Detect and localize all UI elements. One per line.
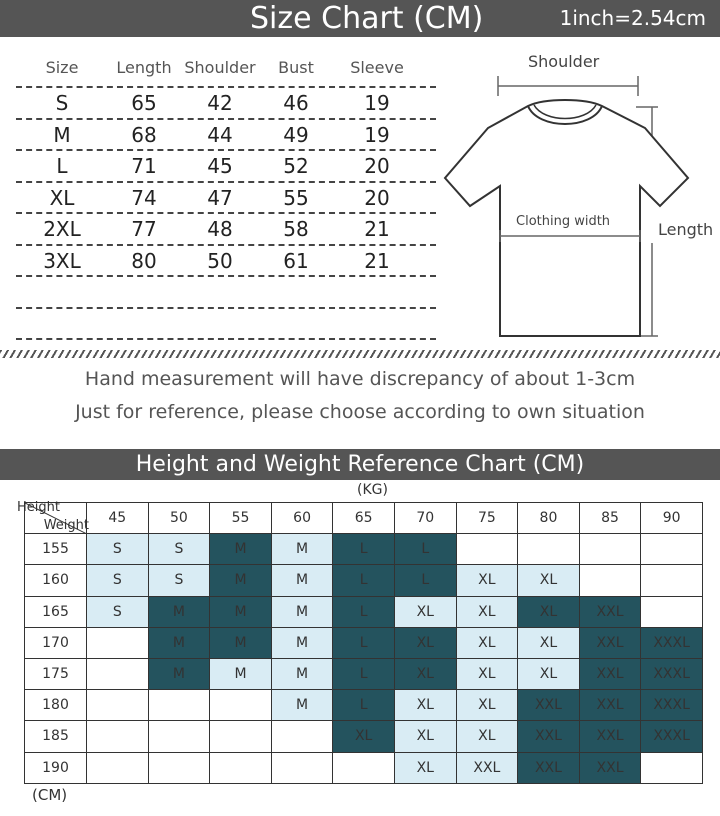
size-cell xyxy=(641,534,703,565)
size-cell: S xyxy=(148,565,210,596)
height-unit-label: (CM) xyxy=(32,786,68,804)
size-cell xyxy=(579,565,641,596)
size-table-row xyxy=(16,120,436,152)
height-row-header: 190 xyxy=(25,752,87,783)
size-cell xyxy=(148,752,210,783)
size-header-cell: Sleeve xyxy=(350,58,404,77)
size-cell: XXXL xyxy=(641,721,703,752)
size-cell: XL xyxy=(518,565,580,596)
table-row xyxy=(25,752,703,783)
table-row xyxy=(25,721,703,752)
size-cell: L xyxy=(333,596,395,627)
size-cell: L xyxy=(333,627,395,658)
size-table-cell: 44 xyxy=(207,122,233,147)
size-cell: XL xyxy=(456,690,518,721)
size-table-cell: 3XL xyxy=(43,248,81,273)
height-row-header: 175 xyxy=(25,658,87,689)
size-table-cell: 19 xyxy=(364,91,390,115)
size-table-cell: XL xyxy=(49,185,75,210)
height-row-header: 180 xyxy=(25,690,87,721)
measurement-note: Hand measurement will have discrepancy of about 1-3cm xyxy=(84,368,636,390)
size-cell: XL xyxy=(394,752,456,783)
hw-chart-title: Height and Weight Reference Chart (CM) xyxy=(135,452,585,477)
size-cell: M xyxy=(271,658,333,689)
size-cell: XXL xyxy=(579,690,641,721)
table-row xyxy=(25,534,703,565)
weight-header-cell: 45 xyxy=(87,503,149,534)
height-row-header: 160 xyxy=(25,565,87,596)
weight-header-cell: 80 xyxy=(518,503,580,534)
size-cell xyxy=(333,752,395,783)
shoulder-label: Shoulder xyxy=(528,52,600,71)
size-cell xyxy=(579,534,641,565)
weight-header-cell: 90 xyxy=(641,503,703,534)
size-cell: XXXL xyxy=(641,627,703,658)
size-cell: XXL xyxy=(518,752,580,783)
size-table-cell: 58 xyxy=(283,217,309,241)
size-cell: XL xyxy=(518,658,580,689)
size-chart-banner xyxy=(0,0,720,37)
size-cell: M xyxy=(210,658,272,689)
size-cell xyxy=(518,534,580,565)
size-cell: L xyxy=(333,658,395,689)
weight-header-cell: 75 xyxy=(456,503,518,534)
table-row xyxy=(25,565,703,596)
size-cell: XXXL xyxy=(641,658,703,689)
size-cell: L xyxy=(394,534,456,565)
size-table-cell: 2XL xyxy=(43,217,81,241)
size-table-cell: 21 xyxy=(364,248,390,273)
size-cell xyxy=(641,565,703,596)
size-cell: L xyxy=(394,565,456,596)
size-cell xyxy=(271,752,333,783)
size-cell xyxy=(210,752,272,783)
tshirt-diagram xyxy=(440,48,720,348)
size-table-cell: 20 xyxy=(364,154,390,178)
size-cell: M xyxy=(148,658,210,689)
size-table-cell: 20 xyxy=(364,185,390,210)
size-table-cell: 19 xyxy=(364,122,390,147)
height-row-header: 155 xyxy=(25,534,87,565)
size-cell: XXL xyxy=(518,690,580,721)
clothing-width-label: Clothing width xyxy=(516,214,611,229)
table-row xyxy=(25,627,703,658)
size-table-cell: 42 xyxy=(207,91,233,115)
size-cell: XXL xyxy=(579,752,641,783)
size-cell: M xyxy=(271,627,333,658)
size-cell: M xyxy=(210,565,272,596)
size-cell: XXL xyxy=(456,752,518,783)
size-cell: M xyxy=(210,534,272,565)
size-cell xyxy=(87,627,149,658)
size-cell xyxy=(87,752,149,783)
table-row xyxy=(25,690,703,721)
size-chart-title: Size Chart (CM) xyxy=(250,1,484,36)
size-header-cell: Length xyxy=(116,58,172,77)
size-cell xyxy=(148,721,210,752)
size-table-empty-row xyxy=(16,309,436,341)
size-cell: XL xyxy=(394,721,456,752)
size-cell: L xyxy=(333,565,395,596)
size-cell: XL xyxy=(456,565,518,596)
size-cell: XL xyxy=(456,721,518,752)
weight-unit-label: (KG) xyxy=(357,482,388,498)
size-table-header xyxy=(16,52,436,88)
size-cell: XXL xyxy=(579,627,641,658)
size-table-row xyxy=(16,183,436,215)
size-cell: L xyxy=(333,534,395,565)
size-cell xyxy=(271,721,333,752)
size-cell: XL xyxy=(333,721,395,752)
size-table-cell: 80 xyxy=(131,248,157,273)
size-table-cell: 48 xyxy=(207,217,233,241)
size-cell: XL xyxy=(394,690,456,721)
weight-header-cell: 70 xyxy=(394,503,456,534)
size-table-cell: 47 xyxy=(207,185,233,210)
tshirt-icon xyxy=(440,48,720,348)
size-cell: XXL xyxy=(579,658,641,689)
weight-header-cell: 65 xyxy=(333,503,395,534)
weight-header-cell: 85 xyxy=(579,503,641,534)
table-row xyxy=(25,596,703,627)
size-cell: XL xyxy=(456,658,518,689)
size-cell: XL xyxy=(394,658,456,689)
size-table-cell: M xyxy=(53,122,71,147)
height-row-header: 185 xyxy=(25,721,87,752)
size-table-cell: 45 xyxy=(207,154,233,178)
size-cell xyxy=(641,752,703,783)
size-cell: XL xyxy=(518,596,580,627)
size-table-cell: 49 xyxy=(283,122,309,147)
size-cell: M xyxy=(271,596,333,627)
size-table-row xyxy=(16,88,436,120)
size-table-row xyxy=(16,151,436,183)
size-table-cell: 74 xyxy=(131,185,157,210)
size-cell: M xyxy=(271,534,333,565)
size-cell: M xyxy=(148,596,210,627)
size-cell xyxy=(148,690,210,721)
size-cell xyxy=(210,690,272,721)
size-cell xyxy=(456,534,518,565)
size-cell: XL xyxy=(518,627,580,658)
size-table-cell: 21 xyxy=(364,217,390,241)
table-corner-cell xyxy=(17,500,89,534)
corner-height-label: Height xyxy=(17,500,60,515)
reference-note: Just for reference, please choose according to own situation xyxy=(75,401,645,423)
size-cell xyxy=(641,596,703,627)
hatched-divider xyxy=(0,350,720,358)
size-cell: XL xyxy=(394,596,456,627)
height-row-header: 170 xyxy=(25,627,87,658)
weight-header-cell: 60 xyxy=(271,503,333,534)
size-cell: M xyxy=(210,596,272,627)
corner-weight-label: Weight xyxy=(43,518,89,534)
size-cell: M xyxy=(271,565,333,596)
size-cell: S xyxy=(148,534,210,565)
size-cell xyxy=(87,721,149,752)
hw-chart-banner xyxy=(0,449,720,480)
size-table-cell: 71 xyxy=(131,154,157,178)
size-cell: S xyxy=(87,596,149,627)
height-row-header: 165 xyxy=(25,596,87,627)
size-table-cell: 65 xyxy=(131,91,157,115)
size-cell: XL xyxy=(456,627,518,658)
size-cell: S xyxy=(87,565,149,596)
weight-header-cell: 50 xyxy=(148,503,210,534)
size-cell xyxy=(210,721,272,752)
weight-header-cell: 55 xyxy=(210,503,272,534)
size-header-cell: Size xyxy=(45,58,79,77)
size-cell: XXXL xyxy=(641,690,703,721)
size-cell: M xyxy=(210,627,272,658)
size-table-cell: 52 xyxy=(283,154,309,178)
size-cell: XL xyxy=(394,627,456,658)
size-table-cell: 68 xyxy=(131,122,157,147)
size-table-cell: 55 xyxy=(283,185,309,210)
size-cell: M xyxy=(148,627,210,658)
size-table-cell: 77 xyxy=(131,217,157,241)
size-cell xyxy=(87,658,149,689)
size-table-row xyxy=(16,214,436,246)
length-label: Length xyxy=(658,220,714,239)
size-cell: XXL xyxy=(579,596,641,627)
size-cell: XXL xyxy=(518,721,580,752)
size-cell: XL xyxy=(456,596,518,627)
inch-conversion-note: 1inch=2.54cm xyxy=(559,6,706,30)
size-header-cell: Shoulder xyxy=(184,58,256,77)
size-table xyxy=(16,52,436,340)
size-cell: XXL xyxy=(579,721,641,752)
table-row xyxy=(25,658,703,689)
size-cell: M xyxy=(271,690,333,721)
size-cell: S xyxy=(87,534,149,565)
size-table-empty-row xyxy=(16,277,436,309)
size-table-cell: 50 xyxy=(207,248,233,273)
size-header-cell: Bust xyxy=(278,58,314,77)
size-cell: L xyxy=(333,690,395,721)
size-table-cell: 46 xyxy=(283,91,309,115)
size-cell xyxy=(87,690,149,721)
height-weight-table xyxy=(17,500,703,784)
size-table-row xyxy=(16,246,436,278)
size-table-cell: S xyxy=(55,91,69,115)
size-table-cell: L xyxy=(56,154,68,178)
size-table-cell: 61 xyxy=(283,248,309,273)
